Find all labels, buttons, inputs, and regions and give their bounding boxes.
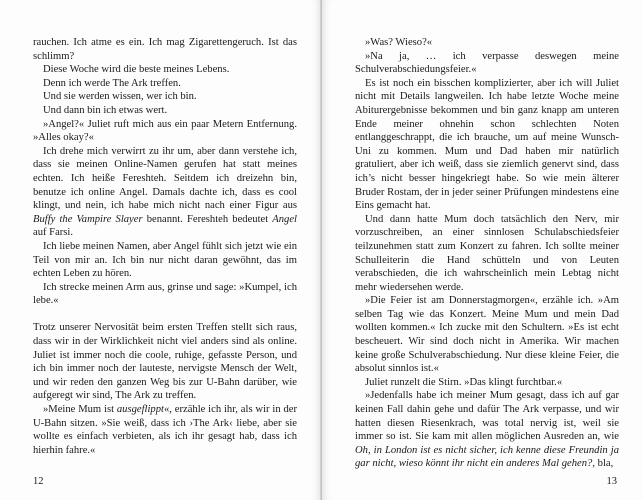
text-segment: »Angel?« Juliet ruft mich aus ein paar Metern Entfernung. »Alles okay?« — [33, 118, 297, 144]
paragraph — [355, 36, 619, 50]
paragraph — [33, 63, 297, 77]
text-segment: »Was? Wieso?« — [365, 37, 433, 48]
text-segment: auf Farsi. — [33, 227, 74, 239]
paragraph — [33, 104, 297, 118]
text-segment: , bla, — [592, 458, 614, 470]
page-number-right: 13 — [606, 476, 617, 487]
italic-text: Angel — [272, 213, 297, 225]
text-segment: rauchen. Ich atme es ein. Ich mag Zigarettengeruch. Ist das schlimm? — [33, 37, 297, 62]
text-segment: Ich strecke meinen Arm aus, grinse und sage: »Kumpel, ich lebe.« — [33, 281, 297, 307]
paragraph — [355, 77, 619, 213]
left-page — [0, 0, 321, 500]
paragraph — [33, 281, 297, 308]
paragraph — [33, 77, 297, 91]
text-segment: «, erzähle ich ihr, als wir in der U-Bahn sitzen. »Sie weiß, dass ich ›The Ark‹ liebe, aber sie wollte es einfach verbieten, als ich ihr gesagt hab, dass ich hierhin fahre.« — [33, 404, 297, 456]
text-segment: Juliet runzelt die Stirn. »Das klingt furchtbar.« — [365, 376, 563, 388]
text-segment: »Jedenfalls habe ich meiner Mum gesagt, dass ich auf gar keinen Fall dahin gehe und dafür The Ark verpasse, und wir hatten diesen Riesenkrach, was total nervig ist, weil sie immer so ist. Sie kam mit allen möglichen Ausreden an, wie — [355, 390, 619, 443]
text-segment: »Meine Mum ist — [43, 404, 117, 416]
text-segment: Ich drehe mich verwirrt zu ihr um, aber dann verstehe ich, dass sie meinen Online-Namen gerufen hat statt meines echten. Ich heiße Fereshteh. Seitdem ich dreizehn bin, benutze ich online Angel. Damals dachte ich, dass es cool klingt, und nein, ich habe mich nicht nach einer Figur aus — [33, 145, 297, 212]
right-page-text — [355, 36, 619, 471]
text-segment: »Na ja, … ich verpasse deswegen meine Schulverabschiedungsfeier.« — [355, 50, 619, 76]
paragraph — [355, 50, 619, 77]
page-number-left: 12 — [33, 476, 44, 487]
left-page-text — [33, 36, 297, 457]
paragraph — [355, 213, 619, 295]
text-segment: benannt. Fereshteh bedeutet — [142, 213, 273, 225]
paragraph — [33, 145, 297, 240]
text-segment: Und sie werden wissen, wer ich bin. — [43, 91, 197, 103]
text-segment: Und dann hatte Mum doch tatsächlich den Nerv, mir vorzuschreiben, an einer sinnlosen Schulabschiedsfeier teilzunehmen statt zum Konzert zu fahren. Ich sollte meiner Schulleiterin die Hand schütteln und von Leuten verabschieden, die ich wahrscheinlich mein Lebtag nicht mehr wiedersehen werde. — [355, 213, 619, 293]
text-segment: Ich liebe meinen Namen, aber Angel fühlt sich jetzt wie ein Teil von mir an. Ich bin nur nicht daran gewöhnt, das im echten Leben zu hören. — [33, 240, 297, 280]
right-page — [322, 0, 643, 500]
paragraph — [33, 36, 297, 63]
paragraph — [33, 118, 297, 145]
italic-text: ausgeflippt — [116, 404, 164, 416]
paragraph — [33, 240, 297, 281]
italic-text: Buffy the Vampire Slayer — [33, 213, 143, 225]
text-segment: Diese Woche wird die beste meines Lebens. — [43, 64, 230, 76]
paragraph — [355, 389, 619, 471]
italic-text: Oh, in London ist es nicht sicher, ich kenne diese Freundin ja gar nicht, wieso könnt ihr nicht ein anderes Mal gehen? — [355, 444, 619, 470]
paragraph — [33, 321, 297, 403]
text-segment: »Die Feier ist am Donnerstagmorgen«, erzähle ich. »Am selben Tag wie das Konzert. Meine Mum und mein Dad wollten kommen.« Ich zucke mit den Schultern. »Es ist echt bescheuert. Wir sind doch nicht in Amerika. Wir machen keine große Schulverabschiedung. Nur diese kleine Feier, die absolut sinnlos ist.« — [355, 295, 619, 375]
text-segment: Es ist noch ein bisschen komplizierter, aber ich will Juliet nicht mit Details langweilen. Ich habe letzte Woche meine Abiturergebnisse bekommen und bin ganz knapp am unteren Ende meiner ohnehin schon schlechten Noten entlanggeschrappt, die ich brauche, um auf meine Wunsch-Uni zu kommen. Mum und Dad haben mir natürlich gratuliert, aber ich weiß, dass sie ziemlich genervt sind, dass ich’s nicht besser hingekriegt habe. So wie mein älterer Bruder Rostam, der in jeder seiner Prüfungen mindestens eine Eins gemacht hat. — [355, 77, 619, 212]
paragraph — [33, 90, 297, 104]
paragraph — [355, 294, 619, 376]
text-segment: Denn ich werde The Ark treffen. — [43, 77, 181, 89]
paragraph — [355, 376, 619, 390]
text-segment: Trotz unserer Nervosität beim ersten Treffen stellt sich raus, dass wir in der Wirklichkeit nicht viel anders sind als online. Juliet ist immer noch die coole, ruhige, gefasste Person, und ich bin immer noch der lauteste, nervigste Mensch der Welt, und wir reden den ganzen Weg bis zur U-Bahn darüber, wie aufgeregt wir sind, The Ark zu treffen. — [33, 322, 297, 402]
paragraph — [33, 403, 297, 457]
text-segment: Und dann bin ich etwas wert. — [43, 104, 168, 116]
